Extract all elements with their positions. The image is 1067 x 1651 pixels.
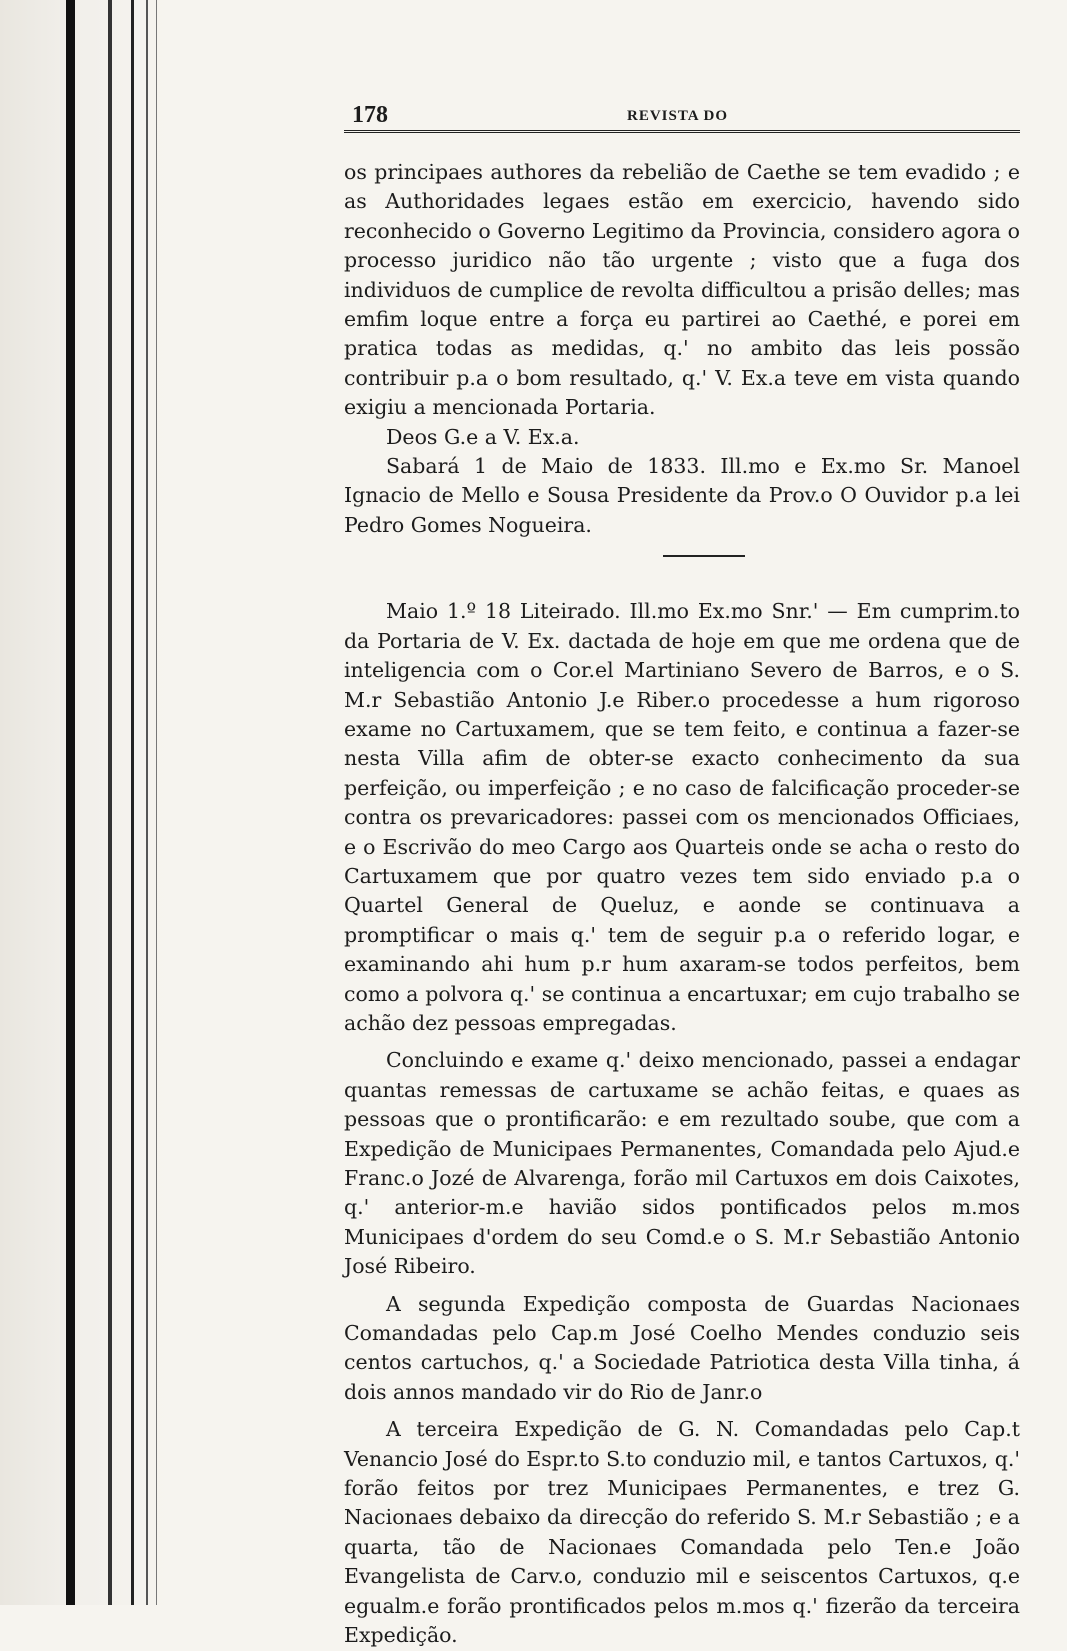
binding-shadow (156, 0, 157, 1605)
paragraph: Maio 1.º 18 Liteirado. Ill.mo Ex.mo Snr.' — Em cumprim.to da Portaria de V. Ex. dactada de hoje em que me ordena que de inteligencia com o Cor.el Martiniano Severo de Barros, e o S. M.r Sebastião Antonio J.e Riber.o procedesse a hum rigoroso exame no Cartuxamem, que se tem feito, e continua a fazer-se nesta Villa afim de obter-se exacto conhecimento da sua perfeição, ou imperfeição ; e no caso de falcificação proceder-se contra os prevaricadores: passei com os mencionados Officiaes, e o Escrivão do meo Cargo aos Quarteis onde se acha o resto do Cartuxamem que por quatro vezes tem sido enviado p.a o Quartel General de Queluz, e aonde se continuava a promptificar o mais q.' tem de seguir p.a o referido logar, e examinando ahi hum p.r hum axaram-se todos perfeitos, bem como a polvora q.' se continua a encartuxar; em cujo trabalho se achão dez pessoas empregadas. (344, 599, 1020, 1035)
binding-shadow (108, 0, 112, 1605)
paragraph: A terceira Expedição de G. N. Comandadas pelo Cap.t Venancio José do Espr.to S.to conduzio mil, e tantos Cartuxos, q.' forão feitos por trez Municipaes Permanentes, e trez G. Nacionaes debaixo da direcção do referido S. M.r Sebastião ; e a quarta, tão de Nacionaes Comandada pelo Ten.e João Evangelista de Carv.o, conduzio mil e seiscentos Cartuxos, q.e egualm.e forão prontificados pelos m.mos q.' fizerão da terceira Expedição. (344, 1417, 1020, 1648)
body-text (344, 158, 1020, 1651)
paragraph-signature: Sabará 1 de Maio de 1833. Ill.mo e Ex.mo Sr. Manoel Ignacio de Mello e Sousa Presidente da Prov.o O Ouvidor p.a lei Pedro Gomes Nogueira. (344, 454, 1020, 537)
page-number: 178 (352, 102, 388, 128)
paragraph: A segunda Expedição composta de Guardas Nacionaes Comandadas pelo Cap.m José Coelho Mendes conduzio seis centos cartuchos, q.' a Sociedade Patriotica desta Villa tinha, á dois annos mandado vir do Rio de Janr.o (344, 1291, 1020, 1404)
binding-shadow (131, 0, 134, 1605)
book-gutter (0, 0, 170, 1605)
paragraph: os principaes authores da rebelião de Caethe se tem evadido ; e as Authoridades legaes estão em exercicio, havendo sido reconhecido o Governo Legitimo da Provincia, considero agora o processo juridico não tão urgente ; visto que a fuga dos individuos de cumplice de revolta difficultou a prisão delles; mas emfim loque entre a força eu partirei ao Caethé, e porei em pratica todas as medidas, q.' no ambito das leis possão contribuir p.a o bom resultado, q.' V. Ex.a teve em vista quando exigiu a mencionada Portaria. (344, 160, 1020, 420)
section-separator (663, 555, 745, 557)
binding-shadow (66, 0, 75, 1605)
header-rule (344, 130, 1020, 133)
paragraph-salutation: Deos G.e a V. Ex.a. (386, 424, 580, 449)
binding-shadow (146, 0, 148, 1605)
running-title: REVISTA DO (627, 108, 728, 124)
running-head (344, 98, 1020, 132)
paragraph: Concluindo e exame q.' deixo mencionado, passei a endagar quantas remessas de cartuxame se achão feitas, e quaes as pessoas que o prontificarão: e em rezultado soube, que com a Expedição de Municipaes Permanentes, Comandada pelo Ajud.e Franc.o Jozé de Alvarenga, forão mil Cartuxos em dois Caixotes, q.' anterior-m.e havião sidos pontificados pelos m.mos Municipaes d'ordem do seu Comd.e o S. M.r Sebastião Antonio José Ribeiro. (344, 1048, 1020, 1279)
page (344, 98, 1020, 1651)
